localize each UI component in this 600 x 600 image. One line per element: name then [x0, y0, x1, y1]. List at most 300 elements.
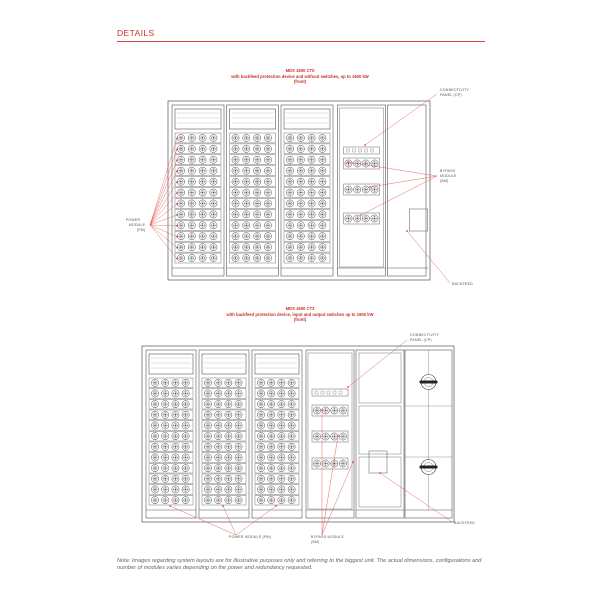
- fan-hub: [164, 499, 165, 500]
- fan-hub: [154, 467, 155, 468]
- fan-hub: [180, 137, 181, 138]
- fan-icon: [182, 443, 189, 450]
- fan-hub: [322, 192, 323, 193]
- fan-icon: [235, 475, 242, 482]
- fan-hub: [289, 170, 290, 171]
- leader-line: [150, 138, 177, 225]
- bypass-cabinet-frame: [338, 105, 386, 276]
- fan-icon: [264, 211, 271, 218]
- fan-hub: [256, 181, 257, 182]
- fan-icon: [319, 222, 326, 229]
- fan-hub: [356, 218, 357, 219]
- fan-hub: [228, 382, 229, 383]
- fan-icon: [188, 134, 195, 141]
- fan-hub: [300, 170, 301, 171]
- leader-line: [370, 176, 437, 187]
- fan-icon: [268, 422, 275, 429]
- fan-hub: [365, 163, 366, 164]
- fan-hub: [217, 478, 218, 479]
- fan-hub: [246, 170, 247, 171]
- fan-icon: [232, 254, 239, 261]
- leader-line: [150, 204, 177, 225]
- fan-hub: [202, 192, 203, 193]
- fan-icon: [268, 401, 275, 408]
- fan-hub: [154, 403, 155, 404]
- fan-hub: [322, 225, 323, 226]
- fan-icon: [308, 189, 315, 196]
- leader-dot: [169, 505, 171, 507]
- fan-hub: [267, 214, 268, 215]
- fan-icon: [235, 422, 242, 429]
- fan-icon: [308, 178, 315, 185]
- fan-hub: [164, 457, 165, 458]
- fan-hub: [246, 246, 247, 247]
- fig1-power-label-line3: (PM): [136, 228, 146, 232]
- fan-hub: [289, 148, 290, 149]
- fig1-power-label-line2: MODULE: [128, 223, 146, 227]
- fan-hub: [365, 218, 366, 219]
- fan-hub: [154, 478, 155, 479]
- fan-hub: [311, 192, 312, 193]
- fan-hub: [228, 478, 229, 479]
- fan-hub: [164, 403, 165, 404]
- fan-hub: [281, 435, 282, 436]
- fan-hub: [300, 159, 301, 160]
- fan-icon: [254, 156, 261, 163]
- fan-hub: [185, 435, 186, 436]
- fan-icon: [215, 422, 222, 429]
- fan-icon: [308, 156, 315, 163]
- fan-hub: [348, 189, 349, 190]
- fan-hub: [191, 181, 192, 182]
- fan-icon: [278, 497, 285, 504]
- fan-hub: [185, 382, 186, 383]
- fan-hub: [311, 170, 312, 171]
- fan-icon: [257, 454, 264, 461]
- fan-icon: [264, 156, 271, 163]
- fan-icon: [264, 200, 271, 207]
- fan-hub: [334, 410, 335, 411]
- fan-hub: [311, 148, 312, 149]
- fan-icon: [319, 233, 326, 240]
- fig1-power-cabinet-2: [227, 105, 279, 276]
- leader-line: [170, 506, 236, 535]
- fan-icon: [204, 433, 211, 440]
- fan-icon: [177, 222, 184, 229]
- fan-hub: [191, 137, 192, 138]
- fan-hub: [191, 192, 192, 193]
- cabinet-top-panel: [149, 354, 193, 374]
- fan-hub: [300, 137, 301, 138]
- fig1-bypass-cabinet: [338, 105, 386, 276]
- fan-icon: [331, 407, 338, 414]
- fan-icon: [319, 211, 326, 218]
- fan-icon: [243, 211, 250, 218]
- fan-icon: [232, 178, 239, 185]
- fan-hub: [185, 467, 186, 468]
- fan-icon: [177, 145, 184, 152]
- fan-hub: [213, 225, 214, 226]
- fan-icon: [182, 411, 189, 418]
- fan-hub: [213, 235, 214, 236]
- fan-icon: [199, 254, 206, 261]
- fan-hub: [260, 435, 261, 436]
- connectivity-port: [315, 391, 318, 394]
- fan-icon: [199, 244, 206, 251]
- fan-icon: [177, 189, 184, 196]
- fan-hub: [322, 235, 323, 236]
- fan-hub: [256, 246, 257, 247]
- fan-hub: [289, 235, 290, 236]
- figure2-diagram: [142, 340, 454, 535]
- fan-hub: [289, 159, 290, 160]
- fan-hub: [246, 235, 247, 236]
- fan-hub: [202, 159, 203, 160]
- fan-icon: [235, 443, 242, 450]
- fan-icon: [254, 244, 261, 251]
- fan-icon: [151, 390, 158, 397]
- fan-hub: [228, 467, 229, 468]
- fan-hub: [281, 457, 282, 458]
- switch-handle: [420, 381, 438, 384]
- fan-icon: [177, 200, 184, 207]
- fan-hub: [228, 414, 229, 415]
- fan-hub: [322, 148, 323, 149]
- fan-hub: [267, 257, 268, 258]
- fan-icon: [235, 454, 242, 461]
- fan-hub: [260, 425, 261, 426]
- fan-hub: [191, 257, 192, 258]
- fan-icon: [199, 222, 206, 229]
- fan-hub: [207, 414, 208, 415]
- fan-icon: [232, 200, 239, 207]
- fan-icon: [162, 486, 169, 493]
- fan-icon: [225, 411, 232, 418]
- fan-hub: [202, 137, 203, 138]
- fan-hub: [281, 403, 282, 404]
- fan-icon: [232, 244, 239, 251]
- fan-icon: [225, 390, 232, 397]
- fig2-switch-panel-lower: [359, 457, 401, 507]
- fan-hub: [213, 137, 214, 138]
- fan-hub: [260, 414, 261, 415]
- fan-icon: [215, 443, 222, 450]
- fan-hub: [164, 414, 165, 415]
- fan-icon: [225, 486, 232, 493]
- fan-icon: [254, 167, 261, 174]
- fan-hub: [246, 203, 247, 204]
- fan-hub: [185, 457, 186, 458]
- fan-hub: [235, 170, 236, 171]
- fig2-connectivity-label-line2: PANEL (CP): [410, 338, 432, 342]
- fan-hub: [270, 393, 271, 394]
- fig2-power-cabinet-2: [199, 350, 249, 518]
- fig2-enclosure-outline: [142, 346, 454, 522]
- fan-icon: [345, 186, 352, 193]
- fan-hub: [322, 137, 323, 138]
- figure1-title: MDS 1600 CT0: [285, 68, 315, 73]
- fan-hub: [154, 414, 155, 415]
- leader-line: [150, 225, 177, 248]
- output-switch-icon: [420, 460, 438, 475]
- fan-hub: [270, 499, 271, 500]
- fan-icon: [232, 134, 239, 141]
- cabinet-top-panel: [230, 109, 276, 129]
- fan-hub: [300, 192, 301, 193]
- fig2-bypass-label-line1: BYPASS MODULE: [311, 535, 345, 539]
- leader-dot: [347, 161, 349, 163]
- leader-dot: [176, 192, 178, 194]
- fan-icon: [188, 145, 195, 152]
- fan-hub: [217, 457, 218, 458]
- fan-icon: [162, 379, 169, 386]
- fan-icon: [268, 465, 275, 472]
- fan-icon: [339, 460, 346, 467]
- leader-dot: [176, 258, 178, 260]
- fan-hub: [180, 246, 181, 247]
- leader-dot: [176, 236, 178, 238]
- fan-icon: [162, 465, 169, 472]
- fan-hub: [207, 403, 208, 404]
- fan-icon: [162, 411, 169, 418]
- fan-hub: [311, 159, 312, 160]
- fan-icon: [182, 433, 189, 440]
- fan-hub: [175, 457, 176, 458]
- fan-hub: [202, 181, 203, 182]
- fan-icon: [235, 465, 242, 472]
- fan-icon: [254, 211, 261, 218]
- fan-icon: [288, 390, 295, 397]
- fan-hub: [207, 499, 208, 500]
- fan-icon: [288, 443, 295, 450]
- fan-icon: [264, 244, 271, 251]
- fan-icon: [215, 497, 222, 504]
- fan-hub: [235, 148, 236, 149]
- fan-hub: [270, 478, 271, 479]
- fan-hub: [185, 403, 186, 404]
- fan-icon: [288, 497, 295, 504]
- fan-hub: [334, 436, 335, 437]
- fan-hub: [228, 435, 229, 436]
- leader-dot: [176, 159, 178, 161]
- fan-icon: [308, 167, 315, 174]
- fan-icon: [297, 167, 304, 174]
- fan-hub: [300, 257, 301, 258]
- fan-hub: [191, 203, 192, 204]
- fan-hub: [267, 137, 268, 138]
- fan-hub: [291, 393, 292, 394]
- fan-icon: [268, 497, 275, 504]
- fan-icon: [297, 189, 304, 196]
- fan-hub: [300, 203, 301, 204]
- fan-icon: [235, 390, 242, 397]
- fan-icon: [286, 189, 293, 196]
- fan-hub: [342, 410, 343, 411]
- fan-hub: [322, 246, 323, 247]
- fan-hub: [267, 159, 268, 160]
- fan-hub: [207, 478, 208, 479]
- leader-dot: [176, 225, 178, 227]
- leader-dot: [360, 214, 362, 216]
- fan-icon: [177, 211, 184, 218]
- fan-icon: [182, 390, 189, 397]
- fan-icon: [232, 233, 239, 240]
- fan-hub: [260, 403, 261, 404]
- connectivity-port: [365, 149, 368, 152]
- fan-icon: [215, 401, 222, 408]
- fan-hub: [291, 425, 292, 426]
- fan-hub: [291, 467, 292, 468]
- fan-hub: [235, 246, 236, 247]
- fan-icon: [225, 475, 232, 482]
- fan-icon: [257, 390, 264, 397]
- fan-icon: [151, 411, 158, 418]
- fan-hub: [281, 382, 282, 383]
- fan-hub: [281, 393, 282, 394]
- fan-hub: [228, 489, 229, 490]
- fan-icon: [210, 134, 217, 141]
- fan-icon: [172, 465, 179, 472]
- fan-icon: [172, 433, 179, 440]
- fan-hub: [267, 246, 268, 247]
- fan-icon: [204, 401, 211, 408]
- fan-hub: [154, 382, 155, 383]
- fan-icon: [286, 145, 293, 152]
- fan-icon: [215, 475, 222, 482]
- fan-icon: [297, 233, 304, 240]
- fan-hub: [238, 425, 239, 426]
- fan-hub: [207, 425, 208, 426]
- fan-icon: [362, 186, 369, 193]
- fan-icon: [257, 486, 264, 493]
- fan-icon: [257, 379, 264, 386]
- fan-icon: [151, 379, 158, 386]
- fan-hub: [374, 189, 375, 190]
- fan-icon: [199, 200, 206, 207]
- fan-hub: [311, 246, 312, 247]
- fan-hub: [374, 163, 375, 164]
- fan-hub: [185, 425, 186, 426]
- fan-hub: [348, 163, 349, 164]
- fan-hub: [213, 257, 214, 258]
- fan-icon: [322, 433, 329, 440]
- fan-hub: [191, 159, 192, 160]
- fan-hub: [256, 257, 257, 258]
- fan-icon: [257, 465, 264, 472]
- fan-hub: [246, 214, 247, 215]
- fig1-power-cabinet-3: [281, 105, 333, 276]
- fan-icon: [215, 465, 222, 472]
- fan-hub: [164, 446, 165, 447]
- fan-hub: [217, 414, 218, 415]
- fan-icon: [288, 454, 295, 461]
- fan-icon: [243, 222, 250, 229]
- leader-line: [223, 506, 236, 535]
- fan-icon: [204, 486, 211, 493]
- fan-icon: [243, 200, 250, 207]
- fan-hub: [289, 192, 290, 193]
- fan-hub: [185, 393, 186, 394]
- fan-icon: [308, 200, 315, 207]
- fan-icon: [204, 497, 211, 504]
- fan-icon: [232, 189, 239, 196]
- fan-hub: [325, 436, 326, 437]
- fig2-switch-panel-upper: [359, 353, 401, 403]
- leader-dot: [369, 186, 371, 188]
- fan-hub: [235, 214, 236, 215]
- figure2-title: MDS 1600 CT3: [285, 306, 315, 311]
- fan-icon: [264, 145, 271, 152]
- fan-hub: [202, 225, 203, 226]
- fan-hub: [289, 137, 290, 138]
- fan-hub: [238, 446, 239, 447]
- fan-hub: [281, 467, 282, 468]
- connectivity-port: [359, 149, 362, 152]
- fan-icon: [204, 454, 211, 461]
- fan-hub: [175, 425, 176, 426]
- fan-hub: [164, 382, 165, 383]
- fan-hub: [238, 414, 239, 415]
- fan-icon: [225, 401, 232, 408]
- fan-hub: [300, 246, 301, 247]
- fan-icon: [210, 145, 217, 152]
- fan-hub: [322, 170, 323, 171]
- fan-icon: [278, 486, 285, 493]
- fan-icon: [225, 422, 232, 429]
- fan-hub: [180, 235, 181, 236]
- fan-icon: [257, 401, 264, 408]
- fig1-power-cabinet-1: [172, 105, 224, 276]
- fan-hub: [291, 457, 292, 458]
- bypass-cabinet-frame: [306, 350, 354, 518]
- fan-hub: [207, 489, 208, 490]
- fan-hub: [238, 393, 239, 394]
- fan-icon: [151, 475, 158, 482]
- fan-icon: [177, 254, 184, 261]
- fan-icon: [204, 411, 211, 418]
- fan-icon: [268, 486, 275, 493]
- fan-icon: [308, 244, 315, 251]
- fan-hub: [289, 257, 290, 258]
- fan-icon: [215, 390, 222, 397]
- fan-hub: [191, 170, 192, 171]
- fan-icon: [288, 475, 295, 482]
- fan-icon: [297, 178, 304, 185]
- fan-icon: [172, 379, 179, 386]
- fan-hub: [300, 235, 301, 236]
- fan-icon: [177, 178, 184, 185]
- fan-icon: [319, 200, 326, 207]
- cabinet-top-panel: [284, 109, 330, 129]
- fan-hub: [289, 246, 290, 247]
- fan-icon: [286, 254, 293, 261]
- fan-hub: [217, 489, 218, 490]
- leader-line: [150, 182, 177, 225]
- fan-hub: [291, 499, 292, 500]
- fan-hub: [202, 235, 203, 236]
- fan-icon: [151, 486, 158, 493]
- fan-icon: [278, 401, 285, 408]
- fan-hub: [238, 467, 239, 468]
- fan-icon: [151, 422, 158, 429]
- leader-dot: [275, 505, 277, 507]
- connectivity-port: [347, 149, 350, 152]
- fan-hub: [267, 148, 268, 149]
- fan-icon: [308, 134, 315, 141]
- fan-hub: [267, 203, 268, 204]
- fan-icon: [339, 433, 346, 440]
- fan-icon: [254, 145, 261, 152]
